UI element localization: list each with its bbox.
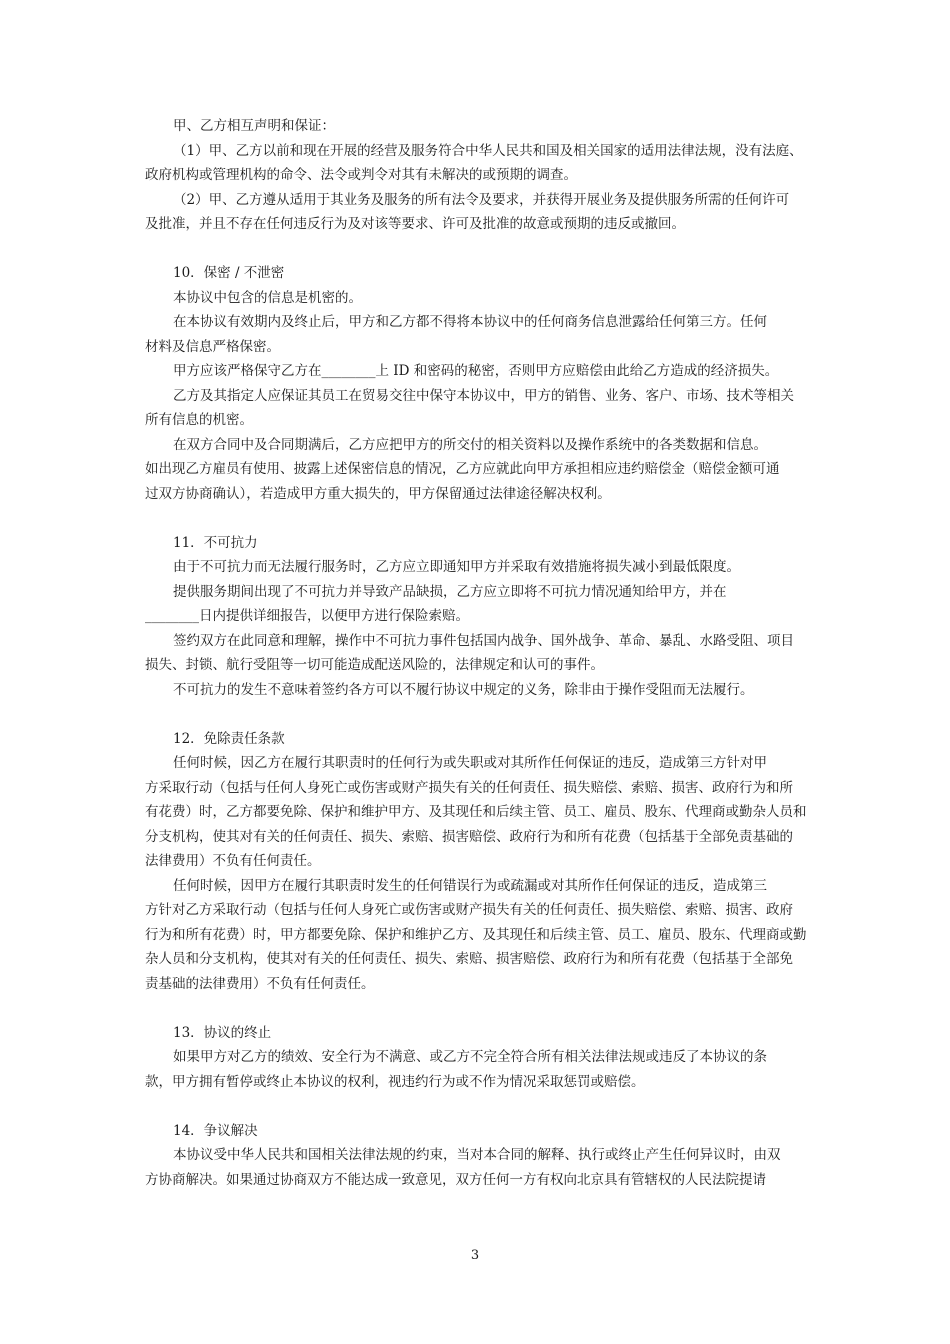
section-12-line: 分支机构，使其对有关的任何责任、损失、索赔、损害赔偿、政府行为和所有花费（包括基于全部免责基础的 <box>145 828 793 845</box>
section-gap <box>145 1094 825 1119</box>
section-11-line: 损失、封锁、航行受阻等一切可能造成配送风险的，法律规定和认可的事件。 <box>145 657 604 673</box>
section-12-line: 方针对乙方采取行动（包括与任何人身死亡或伤害或财产损失有关的任何责任、损失赔偿、索赔、损害、政府 <box>145 902 793 918</box>
section-10-line: 如出现乙方雇员有使用、披露上述保密信息的情况，乙方应就此向甲方承担相应违约赔偿金（赔偿金额可通 <box>145 461 780 477</box>
section-10-line: 所有信息的机密。 <box>145 412 253 428</box>
section-11-heading: 11．不可抗力 <box>173 534 258 551</box>
section-12-line: 有花费）时，乙方都要免除、保护和维护甲方、及其现任和后续主管、员工、雇员、股东、代理商或勤杂人员和 <box>145 804 807 820</box>
section-12-line: 任何时候，因甲方在履行其职责时发生的任何错误行为或疏漏或对其所作任何保证的违反，造成第三 <box>173 877 767 894</box>
section-gap <box>145 996 825 1021</box>
intro-paragraph-1-line-2: 政府机构或管理机构的命令、法令或判令对其有未解决的或预期的调查。 <box>145 167 577 183</box>
section-14-heading: 14．争议解决 <box>173 1122 258 1139</box>
section-11-line: 签约双方在此同意和理解，操作中不可抗力事件包括国内战争、国外战争、革命、暴乱、水路受阻、项目 <box>173 632 794 649</box>
section-11-line: 由于不可抗力而无法履行服务时，乙方应立即通知甲方并采取有效措施将损失减小到最低限度。 <box>173 559 740 575</box>
section-13-line: 如果甲方对乙方的绩效、安全行为不满意、或乙方不完全符合所有相关法律法规或违反了本协议的条 <box>173 1049 767 1065</box>
intro-title: 甲、乙方相互声明和保证： <box>173 118 335 134</box>
section-11-line: 提供服务期间出现了不可抗力并导致产品缺损，乙方应立即将不可抗力情况通知给甲方，并在 <box>173 583 727 600</box>
page-number: 3 <box>470 1248 480 1263</box>
section-12-line: 责基础的法律费用）不负有任何责任。 <box>145 975 375 992</box>
section-10-line: 在双方合同中及合同期满后，乙方应把甲方的所交付的相关资料以及操作系统中的各类数据和信息。 <box>173 436 767 453</box>
section-13-heading: 13．协议的终止 <box>173 1024 272 1041</box>
section-10-line: 乙方及其指定人应保证其员工在贸易交往中保守本协议中，甲方的销售、业务、客户、市场、技术等相关 <box>173 387 794 404</box>
section-12-line: 杂人员和分支机构，使其对有关的任何责任、损失、索赔、损害赔偿、政府行为和所有花费（包括基于全部免 <box>145 951 793 967</box>
section-14-line: 本协议受中华人民共和国相关法律法规的约束，当对本合同的解释、执行或终止产生任何异议时，由双 <box>173 1147 781 1163</box>
section-13-line: 款，甲方拥有暂停或终止本协议的权利，视违约行为或不作为情况采取惩罚或赔偿。 <box>145 1073 645 1090</box>
section-10-line: 过双方协商确认），若造成甲方重大损失的，甲方保留通过法律途径解决权利。 <box>145 485 611 502</box>
section-12-line: 任何时候，因乙方在履行其职责时的任何行为或失职或对其所作任何保证的违反，造成第三方针对甲 <box>173 755 767 771</box>
section-10-line: 材料及信息严格保密。 <box>145 338 280 355</box>
section-12-line: 方采取行动（包括与任何人身死亡或伤害或财产损失有关的任何责任、损失赔偿、索赔、损害、政府行为和所 <box>145 779 793 796</box>
section-14-line: 方协商解决。如果通过协商双方不能达成一致意见，双方任何一方有权向北京具有管辖权的人民法院提请 <box>145 1171 766 1188</box>
section-10-heading: 10．保密 / 不泄密 <box>173 265 285 281</box>
section-10-line: 本协议中包含的信息是机密的。 <box>173 289 362 306</box>
section-12-line: 行为和所有花费）时，甲方都要免除、保护和维护乙方、及其现任和后续主管、员工、雇员、股东、代理商或勤 <box>145 926 807 943</box>
intro-paragraph-2-line-1: （2）甲、乙方遵从适用于其业务及服务的所有法令及要求，并获得开展业务及提供服务所需的任何许可 <box>173 191 790 208</box>
section-11-line: 不可抗力的发生不意味着签约各方可以不履行协议中规定的义务，除非由于操作受阻而无法履行。 <box>173 681 754 698</box>
section-gap <box>145 506 825 531</box>
intro-paragraph-1-line-1: （1）甲、乙方以前和现在开展的经营及服务符合中华人民共和国及相关国家的适用法律法规，没有法庭、 <box>173 142 803 159</box>
section-gap <box>145 702 825 727</box>
document-page <box>145 114 825 1192</box>
section-gap <box>145 237 825 262</box>
section-10-line: 甲方应该严格保守乙方在________上 ID 和密码的秘密，否则甲方应赔偿由此给乙方造成的经济损失。 <box>173 363 779 379</box>
section-12-heading: 12．免除责任条款 <box>173 730 285 747</box>
intro-paragraph-2-line-2: 及批准，并且不存在任何违反行为及对该等要求、许可及批准的故意或预期的违反或撤回。 <box>145 216 685 232</box>
section-10-line: 在本协议有效期内及终止后，甲方和乙方都不得将本协议中的任何商务信息泄露给任何第三方。任何 <box>173 314 767 330</box>
section-11-line: ________日内提供详细报告，以便甲方进行保险索赔。 <box>145 608 469 624</box>
section-12-line: 法律费用）不负有任何责任。 <box>145 853 321 869</box>
